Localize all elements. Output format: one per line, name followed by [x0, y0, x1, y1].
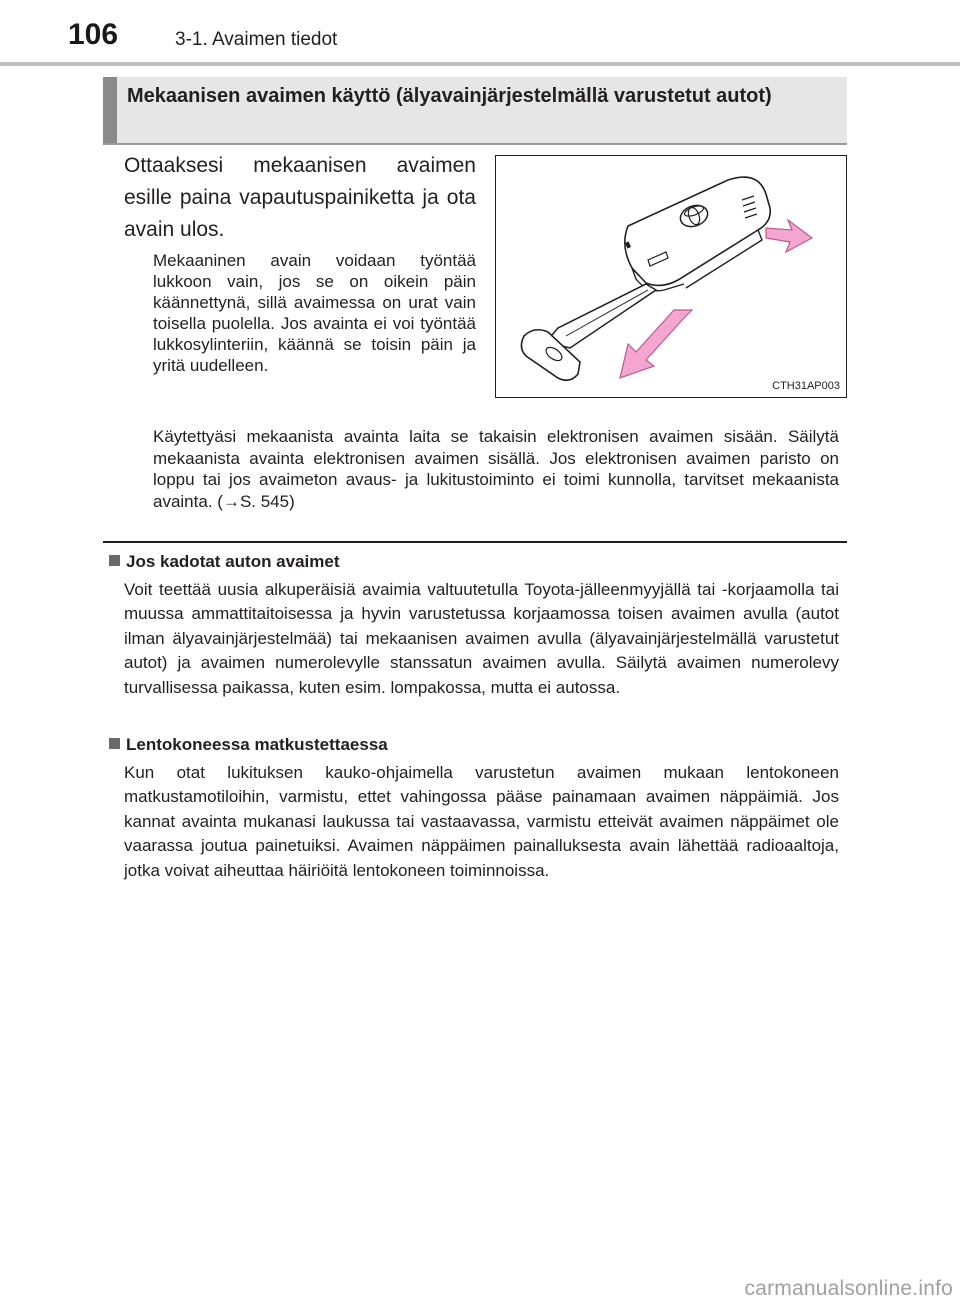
subsection-heading-text: Jos kadotat auton avaimet [126, 552, 340, 571]
intro-paragraph [153, 426, 839, 512]
intro-paragraph-text: Käytettyäsi mekaanista avainta laita se takaisin elektronisen avaimen sisään. Säilytä mekaanista avainta elektronisen avaimen sisällä. Jos elektronisen avaimen paristo on loppu tai jos avaimeton avaus- ja lukitustoiminto ei toimi kunnolla, tarvitset mekaanista avainta. ( [153, 427, 839, 511]
section-title: Mekaanisen avaimen käyttö (älyavainjärjestelmällä varustetut autot) [127, 85, 772, 107]
subsection-body: Kun otat lukituksen kauko-ohjaimella varustetun avaimen mukaan lentokoneen matkustamotiloihin, varmistu, ettet vahingossa pääse painamaan avaimen näppäimiä. Jos kannat avainta mukanasi laukussa tai vastaavassa, varmistu etteivät avaimen näppäimet ole vaarassa joutua painetuiksi. Avaimen näppäimen painalluksesta avain lähettää radioaaltoja, jotka voivat aiheuttaa häiriöitä lentokoneen toiminnoissa. [124, 763, 839, 880]
header-rule [0, 62, 960, 66]
subsection-heading [109, 552, 340, 572]
section-divider [103, 541, 847, 543]
subsection-heading-text: Lentokoneessa matkustettaessa [126, 735, 388, 754]
page-reference-arrow: → [222, 491, 240, 511]
page-number: 106 [68, 18, 119, 51]
section-accent-bar [103, 77, 117, 143]
square-bullet-icon [109, 738, 120, 749]
page-reference-close: ) [289, 491, 295, 511]
section-title-box [103, 77, 847, 145]
key-figure [495, 155, 847, 398]
square-bullet-icon [109, 555, 120, 566]
subsection-body: Voit teettää uusia alkuperäisiä avaimia valtuutetulla Toyota-jälleenmyyjällä tai -korjaamolla tai muussa ammattitaitoisessa ja hyvin varustetussa korjaamossa toisen avaimen avulla (autot ilman älyavainjärjestelmää) tai mekaanisen avaimen avulla (älyavainjärjestelmällä varustetut autot) ja avaimen numerolevylle stanssatun avaimen avulla. Säilytä avaimen numerolevy turvallisessa paikassa, kuten esim. lompakossa, mutta ei autossa. [124, 580, 839, 697]
intro-lead: Ottaaksesi mekaanisen avaimen esille paina vapautuspainiketta ja ota avain ulos. [124, 154, 476, 241]
subsection-heading [109, 735, 388, 755]
page-reference-link[interactable]: S. 545 [239, 491, 290, 511]
watermark: carmanualsonline.info [744, 1277, 953, 1300]
smart-key-illustration [496, 156, 848, 399]
running-head: 3-1. Avaimen tiedot [175, 29, 338, 50]
figure-code: CTH31AP003 [772, 380, 840, 392]
intro-note: Mekaaninen avain voidaan työntää lukkoon vain, jos se on oikein päin käännettynä, sillä avaimessa on urat vain toisella puolella. Jos avainta ei voi työntää lukkosylinteriin, käännä se toisin päin ja yritä uudelleen. [153, 251, 476, 375]
